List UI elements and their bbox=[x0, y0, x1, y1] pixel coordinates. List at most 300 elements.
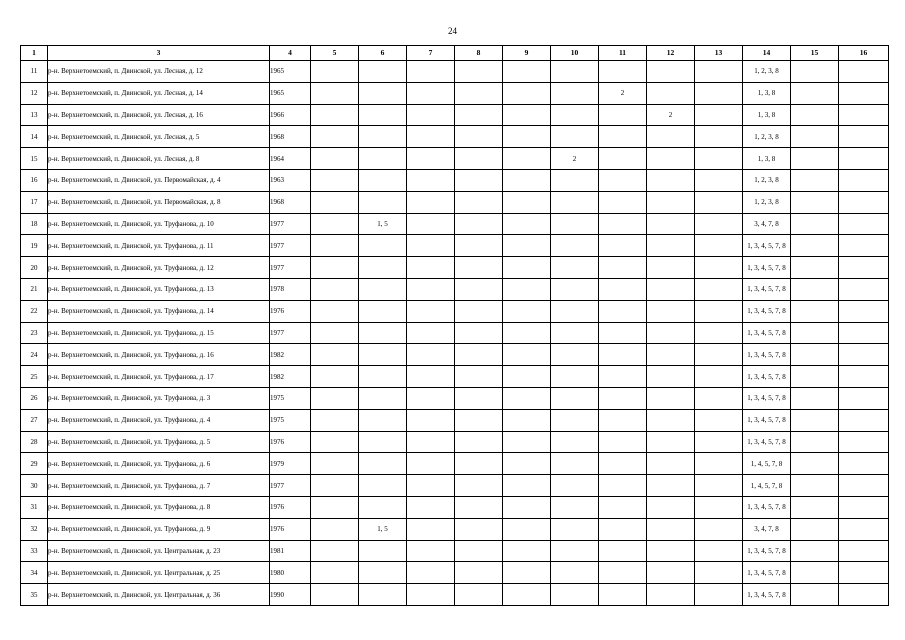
address-cell: р-н. Верхнетоемский, п. Двинской, ул. Труфанова, д. 3 bbox=[48, 387, 270, 409]
col8-cell bbox=[455, 278, 503, 300]
col14-cell: 1, 3, 4, 5, 7, 8 bbox=[743, 540, 791, 562]
col8-cell bbox=[455, 584, 503, 606]
table-row bbox=[21, 584, 889, 606]
col14-cell: 1, 3, 4, 5, 7, 8 bbox=[743, 387, 791, 409]
col10-cell bbox=[551, 431, 599, 453]
col13-cell bbox=[695, 61, 743, 83]
year-cell: 1975 bbox=[270, 409, 311, 431]
table-row bbox=[21, 540, 889, 562]
col9-cell bbox=[503, 409, 551, 431]
col11-cell: 2 bbox=[599, 82, 647, 104]
col13-cell bbox=[695, 169, 743, 191]
col6-cell bbox=[359, 453, 407, 475]
col13-cell bbox=[695, 191, 743, 213]
col12-cell bbox=[647, 191, 695, 213]
col14-cell: 1, 3, 4, 5, 7, 8 bbox=[743, 278, 791, 300]
col16-cell bbox=[839, 213, 889, 235]
address-cell: р-н. Верхнетоемский, п. Двинской, ул. Труфанова, д. 4 bbox=[48, 409, 270, 431]
col6-cell bbox=[359, 61, 407, 83]
year-cell: 1977 bbox=[270, 322, 311, 344]
col13-cell bbox=[695, 344, 743, 366]
col10-cell bbox=[551, 322, 599, 344]
col13-cell bbox=[695, 126, 743, 148]
col12-cell bbox=[647, 453, 695, 475]
col11-cell bbox=[599, 148, 647, 170]
table-row bbox=[21, 191, 889, 213]
col10-cell: 2 bbox=[551, 148, 599, 170]
col9-cell bbox=[503, 278, 551, 300]
col7-cell bbox=[407, 191, 455, 213]
col15-cell bbox=[791, 191, 839, 213]
col8-cell bbox=[455, 409, 503, 431]
col15-cell bbox=[791, 169, 839, 191]
col15-cell bbox=[791, 366, 839, 388]
col16-cell bbox=[839, 540, 889, 562]
col7-cell bbox=[407, 366, 455, 388]
col5-cell bbox=[311, 584, 359, 606]
table-row bbox=[21, 475, 889, 497]
table-row bbox=[21, 82, 889, 104]
col16-cell bbox=[839, 496, 889, 518]
col16-cell bbox=[839, 191, 889, 213]
address-cell: р-н. Верхнетоемский, п. Двинской, ул. Труфанова, д. 7 bbox=[48, 475, 270, 497]
col10-cell bbox=[551, 278, 599, 300]
col5-cell bbox=[311, 213, 359, 235]
col8-cell bbox=[455, 387, 503, 409]
col16-cell bbox=[839, 584, 889, 606]
row-number-cell: 18 bbox=[21, 213, 48, 235]
year-cell: 1975 bbox=[270, 387, 311, 409]
col7-cell bbox=[407, 387, 455, 409]
column-header: 13 bbox=[695, 46, 743, 61]
col9-cell bbox=[503, 387, 551, 409]
col7-cell bbox=[407, 562, 455, 584]
col5-cell bbox=[311, 496, 359, 518]
col13-cell bbox=[695, 235, 743, 257]
col11-cell bbox=[599, 475, 647, 497]
address-cell: р-н. Верхнетоемский, п. Двинской, ул. Труфанова, д. 9 bbox=[48, 518, 270, 540]
col9-cell bbox=[503, 453, 551, 475]
col9-cell bbox=[503, 584, 551, 606]
col15-cell bbox=[791, 235, 839, 257]
col7-cell bbox=[407, 82, 455, 104]
col11-cell bbox=[599, 584, 647, 606]
col7-cell bbox=[407, 496, 455, 518]
col14-cell: 1, 3, 8 bbox=[743, 82, 791, 104]
address-cell: р-н. Верхнетоемский, п. Двинской, ул. Центральная, д. 36 bbox=[48, 584, 270, 606]
col14-cell: 1, 3, 4, 5, 7, 8 bbox=[743, 300, 791, 322]
column-header: 5 bbox=[311, 46, 359, 61]
col16-cell bbox=[839, 475, 889, 497]
col9-cell bbox=[503, 257, 551, 279]
col14-cell: 1, 3, 4, 5, 7, 8 bbox=[743, 366, 791, 388]
row-number-cell: 24 bbox=[21, 344, 48, 366]
col16-cell bbox=[839, 61, 889, 83]
col10-cell bbox=[551, 104, 599, 126]
col12-cell bbox=[647, 126, 695, 148]
row-number-cell: 35 bbox=[21, 584, 48, 606]
col16-cell bbox=[839, 278, 889, 300]
table-row bbox=[21, 387, 889, 409]
col7-cell bbox=[407, 540, 455, 562]
column-header: 15 bbox=[791, 46, 839, 61]
row-number-cell: 14 bbox=[21, 126, 48, 148]
table-row bbox=[21, 518, 889, 540]
row-number-cell: 25 bbox=[21, 366, 48, 388]
row-number-cell: 13 bbox=[21, 104, 48, 126]
col5-cell bbox=[311, 278, 359, 300]
col11-cell bbox=[599, 409, 647, 431]
column-header: 16 bbox=[839, 46, 889, 61]
col6-cell bbox=[359, 191, 407, 213]
col13-cell bbox=[695, 387, 743, 409]
col10-cell bbox=[551, 453, 599, 475]
col8-cell bbox=[455, 540, 503, 562]
address-cell: р-н. Верхнетоемский, п. Двинской, ул. Центральная, д. 23 bbox=[48, 540, 270, 562]
address-cell: р-н. Верхнетоемский, п. Двинской, ул. Первомайская, д. 8 bbox=[48, 191, 270, 213]
table-row bbox=[21, 213, 889, 235]
column-header: 3 bbox=[48, 46, 270, 61]
address-cell: р-н. Верхнетоемский, п. Двинской, ул. Труфанова, д. 17 bbox=[48, 366, 270, 388]
table-row bbox=[21, 61, 889, 83]
col6-cell bbox=[359, 366, 407, 388]
col12-cell bbox=[647, 169, 695, 191]
column-header: 4 bbox=[270, 46, 311, 61]
col11-cell bbox=[599, 322, 647, 344]
col11-cell bbox=[599, 496, 647, 518]
col5-cell bbox=[311, 300, 359, 322]
col14-cell: 1, 3, 4, 5, 7, 8 bbox=[743, 584, 791, 606]
col7-cell bbox=[407, 104, 455, 126]
col5-cell bbox=[311, 191, 359, 213]
year-cell: 1976 bbox=[270, 431, 311, 453]
col14-cell: 1, 3, 4, 5, 7, 8 bbox=[743, 322, 791, 344]
col5-cell bbox=[311, 431, 359, 453]
col16-cell bbox=[839, 126, 889, 148]
col12-cell bbox=[647, 540, 695, 562]
col10-cell bbox=[551, 562, 599, 584]
col12-cell bbox=[647, 366, 695, 388]
col5-cell bbox=[311, 540, 359, 562]
col13-cell bbox=[695, 518, 743, 540]
row-number-cell: 20 bbox=[21, 257, 48, 279]
col9-cell bbox=[503, 300, 551, 322]
col13-cell bbox=[695, 431, 743, 453]
col11-cell bbox=[599, 300, 647, 322]
col11-cell bbox=[599, 387, 647, 409]
address-cell: р-н. Верхнетоемский, п. Двинской, ул. Лесная, д. 5 bbox=[48, 126, 270, 148]
col12-cell bbox=[647, 300, 695, 322]
col13-cell bbox=[695, 453, 743, 475]
col11-cell bbox=[599, 191, 647, 213]
col14-cell: 1, 4, 5, 7, 8 bbox=[743, 475, 791, 497]
col11-cell bbox=[599, 540, 647, 562]
year-cell: 1968 bbox=[270, 191, 311, 213]
col8-cell bbox=[455, 148, 503, 170]
col5-cell bbox=[311, 126, 359, 148]
table-row bbox=[21, 169, 889, 191]
col11-cell bbox=[599, 453, 647, 475]
col5-cell bbox=[311, 148, 359, 170]
col16-cell bbox=[839, 431, 889, 453]
col5-cell bbox=[311, 257, 359, 279]
row-number-cell: 21 bbox=[21, 278, 48, 300]
address-cell: р-н. Верхнетоемский, п. Двинской, ул. Лесная, д. 14 bbox=[48, 82, 270, 104]
col12-cell bbox=[647, 322, 695, 344]
table-row bbox=[21, 453, 889, 475]
col5-cell bbox=[311, 475, 359, 497]
table-row bbox=[21, 104, 889, 126]
col5-cell bbox=[311, 518, 359, 540]
col14-cell: 1, 3, 4, 5, 7, 8 bbox=[743, 409, 791, 431]
col9-cell bbox=[503, 344, 551, 366]
table-row bbox=[21, 148, 889, 170]
year-cell: 1976 bbox=[270, 518, 311, 540]
col14-cell: 1, 3, 4, 5, 7, 8 bbox=[743, 431, 791, 453]
year-cell: 1976 bbox=[270, 496, 311, 518]
col12-cell bbox=[647, 431, 695, 453]
col11-cell bbox=[599, 278, 647, 300]
year-cell: 1980 bbox=[270, 562, 311, 584]
page-number: 24 bbox=[448, 26, 457, 36]
row-number-cell: 15 bbox=[21, 148, 48, 170]
col13-cell bbox=[695, 213, 743, 235]
col8-cell bbox=[455, 126, 503, 148]
row-number-cell: 28 bbox=[21, 431, 48, 453]
col14-cell: 1, 2, 3, 8 bbox=[743, 61, 791, 83]
col13-cell bbox=[695, 278, 743, 300]
col6-cell bbox=[359, 257, 407, 279]
col5-cell bbox=[311, 169, 359, 191]
col10-cell bbox=[551, 191, 599, 213]
col15-cell bbox=[791, 322, 839, 344]
row-number-cell: 33 bbox=[21, 540, 48, 562]
col5-cell bbox=[311, 366, 359, 388]
col10-cell bbox=[551, 518, 599, 540]
col9-cell bbox=[503, 82, 551, 104]
row-number-cell: 11 bbox=[21, 61, 48, 83]
col9-cell bbox=[503, 126, 551, 148]
col12-cell: 2 bbox=[647, 104, 695, 126]
col11-cell bbox=[599, 104, 647, 126]
year-cell: 1968 bbox=[270, 126, 311, 148]
col6-cell bbox=[359, 496, 407, 518]
year-cell: 1982 bbox=[270, 344, 311, 366]
col6-cell bbox=[359, 562, 407, 584]
table-row bbox=[21, 409, 889, 431]
col6-cell bbox=[359, 431, 407, 453]
col6-cell bbox=[359, 148, 407, 170]
col6-cell bbox=[359, 169, 407, 191]
address-cell: р-н. Верхнетоемский, п. Двинской, ул. Труфанова, д. 11 bbox=[48, 235, 270, 257]
col11-cell bbox=[599, 431, 647, 453]
col8-cell bbox=[455, 213, 503, 235]
col12-cell bbox=[647, 61, 695, 83]
col15-cell bbox=[791, 126, 839, 148]
address-cell: р-н. Верхнетоемский, п. Двинской, ул. Лесная, д. 8 bbox=[48, 148, 270, 170]
col14-cell: 1, 4, 5, 7, 8 bbox=[743, 453, 791, 475]
col14-cell: 1, 3, 8 bbox=[743, 148, 791, 170]
col15-cell bbox=[791, 453, 839, 475]
col10-cell bbox=[551, 409, 599, 431]
col8-cell bbox=[455, 191, 503, 213]
col15-cell bbox=[791, 584, 839, 606]
address-cell: р-н. Верхнетоемский, п. Двинской, ул. Труфанова, д. 14 bbox=[48, 300, 270, 322]
table-row bbox=[21, 496, 889, 518]
col7-cell bbox=[407, 518, 455, 540]
col12-cell bbox=[647, 278, 695, 300]
address-cell: р-н. Верхнетоемский, п. Двинской, ул. Труфанова, д. 5 bbox=[48, 431, 270, 453]
col16-cell bbox=[839, 104, 889, 126]
column-header: 7 bbox=[407, 46, 455, 61]
col6-cell bbox=[359, 126, 407, 148]
col8-cell bbox=[455, 61, 503, 83]
address-cell: р-н. Верхнетоемский, п. Двинской, ул. Труфанова, д. 8 bbox=[48, 496, 270, 518]
col11-cell bbox=[599, 126, 647, 148]
col7-cell bbox=[407, 431, 455, 453]
col6-cell bbox=[359, 322, 407, 344]
year-cell: 1965 bbox=[270, 61, 311, 83]
year-cell: 1966 bbox=[270, 104, 311, 126]
col8-cell bbox=[455, 518, 503, 540]
col10-cell bbox=[551, 366, 599, 388]
col7-cell bbox=[407, 148, 455, 170]
col12-cell bbox=[647, 82, 695, 104]
col12-cell bbox=[647, 387, 695, 409]
col16-cell bbox=[839, 387, 889, 409]
column-number-header-row bbox=[21, 46, 889, 61]
col15-cell bbox=[791, 257, 839, 279]
col8-cell bbox=[455, 322, 503, 344]
year-cell: 1978 bbox=[270, 278, 311, 300]
col10-cell bbox=[551, 475, 599, 497]
col7-cell bbox=[407, 257, 455, 279]
col5-cell bbox=[311, 82, 359, 104]
col13-cell bbox=[695, 475, 743, 497]
col6-cell bbox=[359, 409, 407, 431]
row-number-cell: 26 bbox=[21, 387, 48, 409]
col11-cell bbox=[599, 257, 647, 279]
col12-cell bbox=[647, 475, 695, 497]
col11-cell bbox=[599, 213, 647, 235]
col10-cell bbox=[551, 257, 599, 279]
row-number-cell: 22 bbox=[21, 300, 48, 322]
row-number-cell: 29 bbox=[21, 453, 48, 475]
col16-cell bbox=[839, 518, 889, 540]
col16-cell bbox=[839, 257, 889, 279]
col6-cell bbox=[359, 278, 407, 300]
col15-cell bbox=[791, 431, 839, 453]
col10-cell bbox=[551, 344, 599, 366]
col9-cell bbox=[503, 496, 551, 518]
col11-cell bbox=[599, 366, 647, 388]
col14-cell: 1, 3, 8 bbox=[743, 104, 791, 126]
col8-cell bbox=[455, 366, 503, 388]
col15-cell bbox=[791, 475, 839, 497]
col6-cell: 1, 5 bbox=[359, 518, 407, 540]
col12-cell bbox=[647, 148, 695, 170]
col7-cell bbox=[407, 300, 455, 322]
table-row bbox=[21, 344, 889, 366]
col10-cell bbox=[551, 61, 599, 83]
col6-cell: 1, 5 bbox=[359, 213, 407, 235]
column-header: 12 bbox=[647, 46, 695, 61]
col15-cell bbox=[791, 540, 839, 562]
col14-cell: 1, 2, 3, 8 bbox=[743, 191, 791, 213]
col8-cell bbox=[455, 300, 503, 322]
col16-cell bbox=[839, 300, 889, 322]
col16-cell bbox=[839, 366, 889, 388]
row-number-cell: 30 bbox=[21, 475, 48, 497]
row-number-cell: 19 bbox=[21, 235, 48, 257]
col8-cell bbox=[455, 169, 503, 191]
address-cell: р-н. Верхнетоемский, п. Двинской, ул. Первомайская, д. 4 bbox=[48, 169, 270, 191]
col15-cell bbox=[791, 496, 839, 518]
col8-cell bbox=[455, 562, 503, 584]
col14-cell: 1, 3, 4, 5, 7, 8 bbox=[743, 257, 791, 279]
col14-cell: 3, 4, 7, 8 bbox=[743, 213, 791, 235]
col10-cell bbox=[551, 213, 599, 235]
col10-cell bbox=[551, 540, 599, 562]
table-row bbox=[21, 257, 889, 279]
col15-cell bbox=[791, 278, 839, 300]
address-cell: р-н. Верхнетоемский, п. Двинской, ул. Труфанова, д. 10 bbox=[48, 213, 270, 235]
col10-cell bbox=[551, 126, 599, 148]
col13-cell bbox=[695, 300, 743, 322]
col7-cell bbox=[407, 409, 455, 431]
col6-cell bbox=[359, 475, 407, 497]
col12-cell bbox=[647, 409, 695, 431]
col6-cell bbox=[359, 300, 407, 322]
col15-cell bbox=[791, 300, 839, 322]
col8-cell bbox=[455, 475, 503, 497]
col11-cell bbox=[599, 562, 647, 584]
col10-cell bbox=[551, 169, 599, 191]
col7-cell bbox=[407, 453, 455, 475]
col5-cell bbox=[311, 562, 359, 584]
col8-cell bbox=[455, 453, 503, 475]
col15-cell bbox=[791, 518, 839, 540]
col7-cell bbox=[407, 126, 455, 148]
year-cell: 1964 bbox=[270, 148, 311, 170]
col14-cell: 1, 3, 4, 5, 7, 8 bbox=[743, 562, 791, 584]
col12-cell bbox=[647, 213, 695, 235]
col13-cell bbox=[695, 82, 743, 104]
col9-cell bbox=[503, 366, 551, 388]
col5-cell bbox=[311, 322, 359, 344]
col9-cell bbox=[503, 191, 551, 213]
col9-cell bbox=[503, 61, 551, 83]
year-cell: 1963 bbox=[270, 169, 311, 191]
table-row bbox=[21, 235, 889, 257]
col15-cell bbox=[791, 213, 839, 235]
address-cell: р-н. Верхнетоемский, п. Двинской, ул. Труфанова, д. 13 bbox=[48, 278, 270, 300]
col13-cell bbox=[695, 366, 743, 388]
address-cell: р-н. Верхнетоемский, п. Двинской, ул. Труфанова, д. 15 bbox=[48, 322, 270, 344]
table-row bbox=[21, 126, 889, 148]
col12-cell bbox=[647, 496, 695, 518]
col9-cell bbox=[503, 540, 551, 562]
col15-cell bbox=[791, 387, 839, 409]
row-number-cell: 23 bbox=[21, 322, 48, 344]
col8-cell bbox=[455, 496, 503, 518]
col11-cell bbox=[599, 61, 647, 83]
col7-cell bbox=[407, 61, 455, 83]
col9-cell bbox=[503, 169, 551, 191]
year-cell: 1977 bbox=[270, 235, 311, 257]
row-number-cell: 32 bbox=[21, 518, 48, 540]
col7-cell bbox=[407, 584, 455, 606]
